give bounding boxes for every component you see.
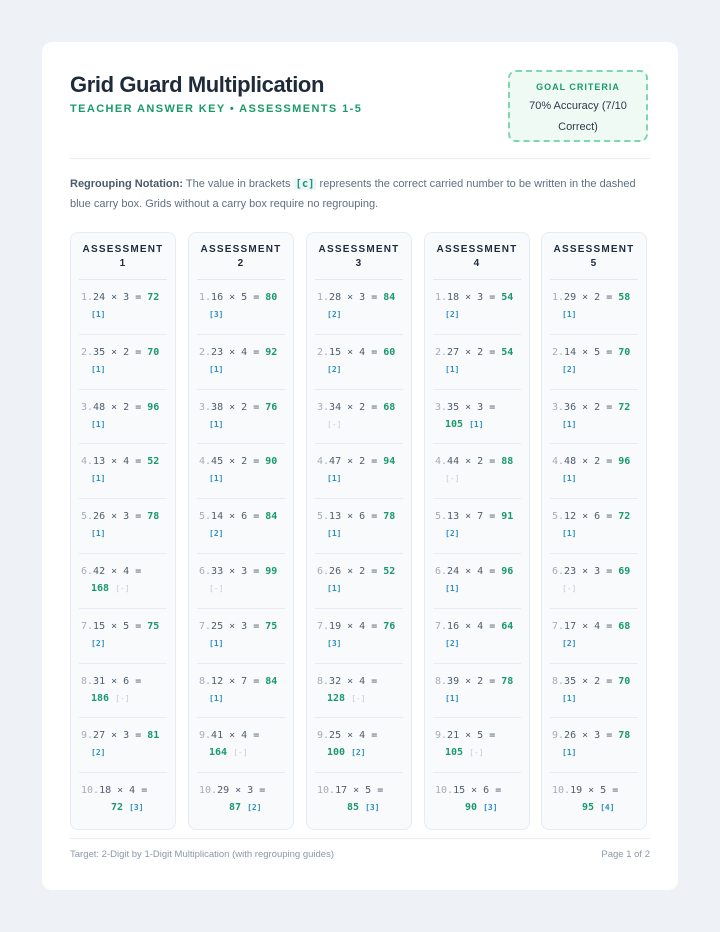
carry-value: [1]	[91, 529, 106, 539]
problem-row	[550, 280, 638, 335]
problem-answer: 72	[111, 802, 124, 814]
problem-row	[433, 554, 521, 609]
assessment-column-3	[306, 232, 412, 830]
carry-value: [1]	[562, 529, 577, 539]
header-divider	[70, 158, 650, 159]
problem-equation: 29 × 2 =	[564, 292, 613, 303]
problem-answer: 52	[147, 456, 160, 468]
problem-answer: 72	[147, 292, 160, 303]
problem-answer: 68	[383, 401, 396, 413]
carry-value: [1]	[445, 693, 460, 703]
problem-equation: 35 × 2 =	[564, 675, 613, 687]
problem-number: 7.	[199, 620, 212, 632]
problem-answer: 58	[618, 292, 631, 303]
problem-row	[550, 554, 638, 609]
problem-answer: 164	[209, 747, 228, 759]
problem-answer: 84	[265, 511, 278, 523]
problem-equation: 21 × 5 =	[447, 730, 496, 742]
problem-row	[197, 609, 285, 664]
problem-answer: 76	[383, 620, 396, 632]
problem-number: 3.	[317, 401, 330, 413]
assessment-title: ASSESSMENT 3	[315, 243, 403, 280]
problem-number: 9.	[552, 730, 565, 742]
problem-equation: 23 × 3 =	[564, 565, 613, 577]
carry-value: [1]	[562, 419, 577, 429]
problem-answer: 105	[445, 747, 464, 759]
problem-answer: 54	[501, 292, 514, 303]
carry-value: [1]	[91, 310, 106, 319]
problem-number: 4.	[552, 456, 565, 468]
problem-number: 9.	[199, 730, 212, 742]
problem-equation: 15 × 4 =	[329, 346, 378, 358]
problem-number: 2.	[552, 346, 565, 358]
problem-number: 5.	[552, 511, 565, 523]
problem-equation: 17 × 5 =	[335, 785, 384, 797]
problem-row	[197, 718, 285, 773]
problem-number: 6.	[317, 565, 330, 577]
problem-answer: 60	[383, 346, 396, 358]
carry-value: [2]	[445, 638, 460, 648]
problem-number: 7.	[81, 620, 94, 632]
problem-number: 10.	[435, 785, 454, 797]
problem-number: 5.	[435, 511, 448, 523]
problem-row	[197, 444, 285, 499]
problem-row	[315, 609, 403, 664]
problem-row	[79, 773, 167, 827]
problem-row	[197, 280, 285, 335]
problem-number: 2.	[435, 346, 448, 358]
problem-answer: 87	[229, 802, 242, 814]
problem-answer: 75	[265, 620, 278, 632]
carry-value: [2]	[91, 638, 106, 648]
problem-row	[315, 773, 403, 827]
problem-number: 1.	[81, 292, 94, 303]
problem-equation: 12 × 6 =	[564, 511, 613, 523]
problem-answer: 94	[383, 456, 396, 468]
problem-equation: 24 × 4 =	[447, 565, 496, 577]
carry-value: [2]	[562, 364, 577, 374]
problem-row	[315, 390, 403, 445]
carry-value: [1]	[91, 474, 106, 484]
problem-number: 2.	[317, 346, 330, 358]
problem-answer: 70	[618, 675, 631, 687]
problem-number: 2.	[199, 346, 212, 358]
carry-value: [1]	[209, 474, 224, 484]
problem-answer: 91	[501, 511, 514, 523]
problem-answer: 78	[147, 511, 160, 523]
problem-row	[315, 335, 403, 390]
problem-row	[550, 444, 638, 499]
problem-equation: 35 × 3 =	[447, 401, 496, 413]
problem-answer: 72	[618, 401, 631, 413]
problem-row	[79, 609, 167, 664]
problem-equation: 27 × 2 =	[447, 346, 496, 358]
problem-answer: 76	[265, 401, 278, 413]
problem-number: 4.	[435, 456, 448, 468]
problem-number: 9.	[317, 730, 330, 742]
problem-equation: 39 × 2 =	[447, 675, 496, 687]
answer-key-page	[42, 42, 678, 890]
problem-equation: 19 × 5 =	[570, 785, 619, 797]
problem-answer: 90	[465, 802, 478, 814]
carry-value: [1]	[562, 310, 577, 319]
carry-value: [1]	[209, 364, 224, 374]
assessment-column-5	[541, 232, 647, 830]
regrouping-notation	[70, 174, 655, 214]
problem-equation: 45 × 2 =	[211, 456, 260, 468]
problem-equation: 25 × 3 =	[211, 620, 260, 632]
problem-number: 8.	[81, 675, 94, 687]
carry-value: [2]	[562, 638, 577, 648]
problem-number: 6.	[81, 565, 94, 577]
problem-row	[197, 664, 285, 719]
carry-value: [-]	[115, 693, 130, 703]
carry-value: [2]	[327, 310, 342, 319]
problem-equation: 13 × 4 =	[93, 456, 142, 468]
problem-row	[79, 280, 167, 335]
problem-answer: 78	[383, 511, 396, 523]
problem-row	[197, 773, 285, 827]
problem-answer: 96	[147, 401, 160, 413]
problem-row	[79, 499, 167, 554]
assessment-column-2	[188, 232, 294, 830]
problem-equation: 27 × 3 =	[93, 730, 142, 742]
problem-number: 3.	[199, 401, 212, 413]
assessment-column-1	[70, 232, 176, 830]
problem-number: 6.	[435, 565, 448, 577]
problem-row	[550, 499, 638, 554]
problem-equation: 29 × 3 =	[217, 785, 266, 797]
problem-equation: 32 × 4 =	[329, 675, 378, 687]
problem-row	[433, 718, 521, 773]
carry-value: [-]	[351, 693, 366, 703]
problem-equation: 25 × 4 =	[329, 730, 378, 742]
carry-value: [2]	[351, 748, 366, 758]
carry-value: [1]	[327, 583, 342, 593]
problem-row	[197, 390, 285, 445]
problem-answer: 95	[582, 802, 595, 814]
carry-value: [1]	[327, 474, 342, 484]
problem-answer: 70	[147, 346, 160, 358]
problem-row	[315, 554, 403, 609]
carry-value: [3]	[209, 310, 224, 319]
carry-value: [3]	[483, 803, 498, 813]
problem-row	[197, 499, 285, 554]
problem-answer: 100	[327, 747, 346, 759]
problem-number: 5.	[81, 511, 94, 523]
problem-answer: 96	[501, 565, 514, 577]
carry-value: [-]	[233, 748, 248, 758]
carry-value: [-]	[327, 419, 342, 429]
problem-number: 9.	[81, 730, 94, 742]
carry-value: [-]	[445, 474, 460, 484]
assessment-title: ASSESSMENT 4	[433, 243, 521, 280]
problem-answer: 54	[501, 346, 514, 358]
problem-row	[79, 718, 167, 773]
problem-number: 2.	[81, 346, 94, 358]
assessment-title: ASSESSMENT 2	[197, 243, 285, 280]
carry-value: [-]	[209, 583, 224, 593]
carry-value: [3]	[129, 803, 144, 813]
problem-answer: 75	[147, 620, 160, 632]
problem-number: 8.	[552, 675, 565, 687]
problem-equation: 33 × 3 =	[211, 565, 260, 577]
goal-criteria-box	[508, 70, 648, 142]
problem-equation: 18 × 3 =	[447, 292, 496, 303]
problem-equation: 41 × 4 =	[211, 730, 260, 742]
problem-answer: 72	[618, 511, 631, 523]
problem-number: 10.	[552, 785, 571, 797]
carry-value: [-]	[115, 583, 130, 593]
carry-value: [1]	[209, 419, 224, 429]
problem-equation: 17 × 4 =	[564, 620, 613, 632]
assessment-title: ASSESSMENT 5	[550, 243, 638, 280]
problem-number: 3.	[435, 401, 448, 413]
problem-equation: 35 × 2 =	[93, 346, 142, 358]
problem-row	[315, 280, 403, 335]
problem-row	[433, 773, 521, 827]
carry-value: [3]	[365, 803, 380, 813]
carry-value: [1]	[445, 583, 460, 593]
problem-equation: 38 × 2 =	[211, 401, 260, 413]
carry-value: [1]	[445, 364, 460, 374]
carry-value: [1]	[209, 693, 224, 703]
problem-answer: 52	[383, 565, 396, 577]
problem-row	[433, 280, 521, 335]
problem-number: 10.	[199, 785, 218, 797]
problem-answer: 70	[618, 346, 631, 358]
problem-number: 4.	[317, 456, 330, 468]
carry-value: [1]	[327, 529, 342, 539]
problem-row	[197, 554, 285, 609]
problem-answer: 84	[383, 292, 396, 303]
carry-value: [1]	[562, 748, 577, 758]
problem-row	[315, 499, 403, 554]
problem-equation: 28 × 3 =	[329, 292, 378, 303]
problem-number: 7.	[552, 620, 565, 632]
problem-number: 9.	[435, 730, 448, 742]
carry-value: [1]	[209, 638, 224, 648]
assessment-column-4	[424, 232, 530, 830]
problem-answer: 84	[265, 675, 278, 687]
notation-text-before: The value in brackets	[183, 178, 294, 190]
problem-number: 8.	[435, 675, 448, 687]
problem-row	[433, 664, 521, 719]
carry-value: [2]	[327, 364, 342, 374]
carry-value: [1]	[469, 419, 484, 429]
problem-equation: 23 × 4 =	[211, 346, 260, 358]
problem-number: 8.	[317, 675, 330, 687]
problem-equation: 42 × 4 =	[93, 565, 142, 577]
problem-number: 3.	[552, 401, 565, 413]
problem-row	[79, 335, 167, 390]
problem-equation: 19 × 4 =	[329, 620, 378, 632]
carry-value: [-]	[562, 583, 577, 593]
notation-text-after: represents the correct carried number to be written in the dashed blue carry box. Grids without a carry box require no regrouping.	[70, 178, 636, 210]
page-title: Grid Guard Multiplication	[70, 72, 325, 97]
problem-equation: 13 × 6 =	[329, 511, 378, 523]
problem-answer: 64	[501, 620, 514, 632]
problem-row	[315, 718, 403, 773]
goal-criteria-text: 70% Accuracy (7/10 Correct)	[529, 100, 627, 133]
problem-row	[550, 718, 638, 773]
problem-number: 1.	[199, 292, 212, 303]
problem-row	[79, 444, 167, 499]
problem-number: 7.	[435, 620, 448, 632]
problem-equation: 14 × 5 =	[564, 346, 613, 358]
problem-answer: 80	[265, 292, 278, 303]
problem-number: 10.	[81, 785, 100, 797]
problem-equation: 26 × 2 =	[329, 565, 378, 577]
problem-answer: 90	[265, 456, 278, 468]
problem-row	[433, 335, 521, 390]
problem-equation: 34 × 2 =	[329, 401, 378, 413]
problem-row	[315, 664, 403, 719]
problem-number: 1.	[317, 292, 330, 303]
page-subtitle: TEACHER ANSWER KEY • ASSESSMENTS 1-5	[70, 103, 363, 115]
problem-number: 1.	[552, 292, 565, 303]
problem-answer: 85	[347, 802, 360, 814]
problem-answer: 68	[618, 620, 631, 632]
problem-answer: 78	[618, 730, 631, 742]
problem-number: 3.	[81, 401, 94, 413]
problem-equation: 16 × 4 =	[447, 620, 496, 632]
problem-equation: 14 × 6 =	[211, 511, 260, 523]
notation-code: [c]	[295, 178, 315, 190]
carry-value: [1]	[91, 419, 106, 429]
carry-value: [2]	[91, 748, 106, 758]
carry-value: [-]	[469, 748, 484, 758]
problem-row	[550, 390, 638, 445]
carry-value: [2]	[445, 310, 460, 319]
assessment-title: ASSESSMENT 1	[79, 243, 167, 280]
problem-number: 6.	[552, 565, 565, 577]
problem-equation: 26 × 3 =	[93, 511, 142, 523]
problem-row	[79, 390, 167, 445]
carry-value: [1]	[562, 474, 577, 484]
carry-value: [1]	[562, 693, 577, 703]
goal-criteria-label: GOAL CRITERIA	[536, 82, 620, 92]
problem-row	[433, 499, 521, 554]
problem-row	[315, 444, 403, 499]
problem-equation: 44 × 2 =	[447, 456, 496, 468]
carry-value: [1]	[91, 364, 106, 374]
footer-target: Target: 2-Digit by 1-Digit Multiplication (with regrouping guides)	[70, 849, 335, 860]
problem-row	[550, 335, 638, 390]
carry-value: [2]	[209, 529, 224, 539]
problem-row	[197, 335, 285, 390]
problem-answer: 78	[501, 675, 514, 687]
footer-page-number: Page 1 of 2	[601, 849, 650, 860]
problem-row	[550, 773, 638, 827]
problem-number: 6.	[199, 565, 212, 577]
problem-answer: 81	[147, 730, 160, 742]
problem-row	[79, 554, 167, 609]
problem-answer: 186	[91, 692, 110, 704]
problem-row	[550, 664, 638, 719]
problem-answer: 92	[265, 346, 278, 358]
problem-equation: 31 × 6 =	[93, 675, 142, 687]
problem-equation: 13 × 7 =	[447, 511, 496, 523]
carry-value: [4]	[600, 803, 615, 813]
problem-number: 1.	[435, 292, 448, 303]
problem-equation: 47 × 2 =	[329, 456, 378, 468]
problem-number: 5.	[317, 511, 330, 523]
problem-equation: 26 × 3 =	[564, 730, 613, 742]
problem-equation: 24 × 3 =	[93, 292, 142, 303]
problem-equation: 48 × 2 =	[564, 456, 613, 468]
problem-row	[433, 444, 521, 499]
problem-row	[433, 390, 521, 445]
notation-label: Regrouping Notation:	[70, 178, 184, 190]
problem-equation: 15 × 6 =	[453, 785, 502, 797]
problem-equation: 48 × 2 =	[93, 401, 142, 413]
problem-equation: 16 × 5 =	[211, 292, 260, 303]
problem-number: 5.	[199, 511, 212, 523]
problem-number: 8.	[199, 675, 212, 687]
problem-answer: 69	[618, 565, 631, 577]
problem-row	[550, 609, 638, 664]
carry-value: [2]	[247, 803, 262, 813]
problem-number: 10.	[317, 785, 336, 797]
carry-value: [3]	[327, 638, 342, 648]
problem-answer: 128	[327, 692, 346, 704]
carry-value: [2]	[445, 529, 460, 539]
problem-number: 7.	[317, 620, 330, 632]
problem-equation: 36 × 2 =	[564, 401, 613, 413]
problem-number: 4.	[199, 456, 212, 468]
problem-answer: 99	[265, 565, 278, 577]
problem-row	[79, 664, 167, 719]
problem-number: 4.	[81, 456, 94, 468]
footer-divider	[70, 838, 650, 839]
problem-equation: 18 × 4 =	[99, 785, 148, 797]
problem-answer: 105	[445, 418, 464, 430]
problem-answer: 88	[501, 456, 514, 468]
problem-equation: 12 × 7 =	[211, 675, 260, 687]
problem-answer: 96	[618, 456, 631, 468]
problem-equation: 15 × 5 =	[93, 620, 142, 632]
problem-answer: 168	[91, 582, 110, 594]
problem-row	[433, 609, 521, 664]
